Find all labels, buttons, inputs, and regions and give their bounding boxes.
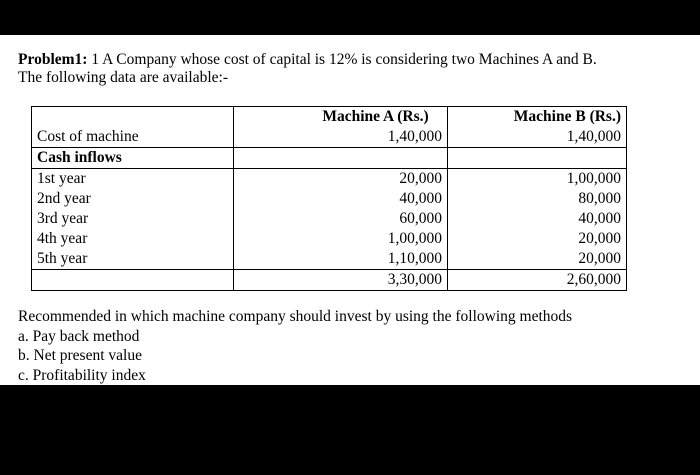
year-label: 4th year: [37, 230, 88, 247]
year-label: 3rd year: [37, 210, 89, 227]
problem-line-2: The following data are available:-: [18, 69, 229, 86]
machine-data-table: [31, 106, 627, 291]
year-value-a: 1,00,000: [387, 230, 442, 247]
table-header-row: [32, 107, 627, 148]
year-values-a-cell: [234, 169, 448, 270]
year-value-b: 20,000: [578, 250, 621, 267]
year-value-a: 20,000: [399, 170, 442, 187]
methods-section: [18, 307, 688, 385]
problem-statement: [18, 51, 688, 87]
header-machine-a: Machine A (Rs.): [322, 108, 429, 125]
header-machine-b-cell: [448, 107, 627, 148]
years-row: [32, 169, 627, 270]
total-machine-b: 2,60,000: [448, 270, 627, 291]
header-machine-a-cell: [234, 107, 448, 148]
problem-line-1: [18, 51, 688, 69]
method-item: a. Pay back method: [18, 327, 140, 345]
document-page: [0, 35, 700, 385]
cash-inflows-a-empty: [234, 148, 448, 169]
methods-intro: Recommended in which machine company should invest by using the following methods: [18, 308, 573, 325]
method-item: b. Net present value: [18, 347, 142, 364]
year-label: 2nd year: [37, 190, 91, 207]
problem-label: Problem1:: [18, 51, 88, 68]
cost-machine-b: 1,40,000: [566, 128, 621, 145]
year-value-b: 20,000: [578, 230, 621, 247]
header-label: [37, 107, 228, 127]
cost-label: Cost of machine: [37, 128, 139, 145]
year-values-b-cell: [448, 169, 627, 270]
totals-row: [32, 270, 627, 291]
problem-text: 1 A Company whose cost of capital is 12% is considering two Machines A and B.: [91, 51, 597, 68]
year-value-a: 40,000: [399, 190, 442, 207]
year-label: 1st year: [37, 170, 86, 187]
cash-inflows-label: Cash inflows: [32, 148, 234, 169]
totals-label: [32, 270, 234, 291]
year-labels-cell: [32, 169, 234, 270]
year-value-b: 40,000: [578, 210, 621, 227]
method-item: c. Profitability index: [18, 366, 146, 384]
year-value-b: 80,000: [578, 190, 621, 207]
year-label: 5th year: [37, 250, 88, 267]
year-value-b: 1,00,000: [566, 170, 621, 187]
cash-inflows-row: [32, 148, 627, 169]
year-value-a: 1,10,000: [387, 250, 442, 267]
header-label-cell: [32, 107, 234, 148]
cost-machine-a: 1,40,000: [387, 128, 442, 145]
total-machine-a: 3,30,000: [234, 270, 448, 291]
year-value-a: 60,000: [399, 210, 442, 227]
header-machine-b: Machine B (Rs.): [513, 108, 621, 125]
cash-inflows-b-empty: [448, 148, 627, 169]
